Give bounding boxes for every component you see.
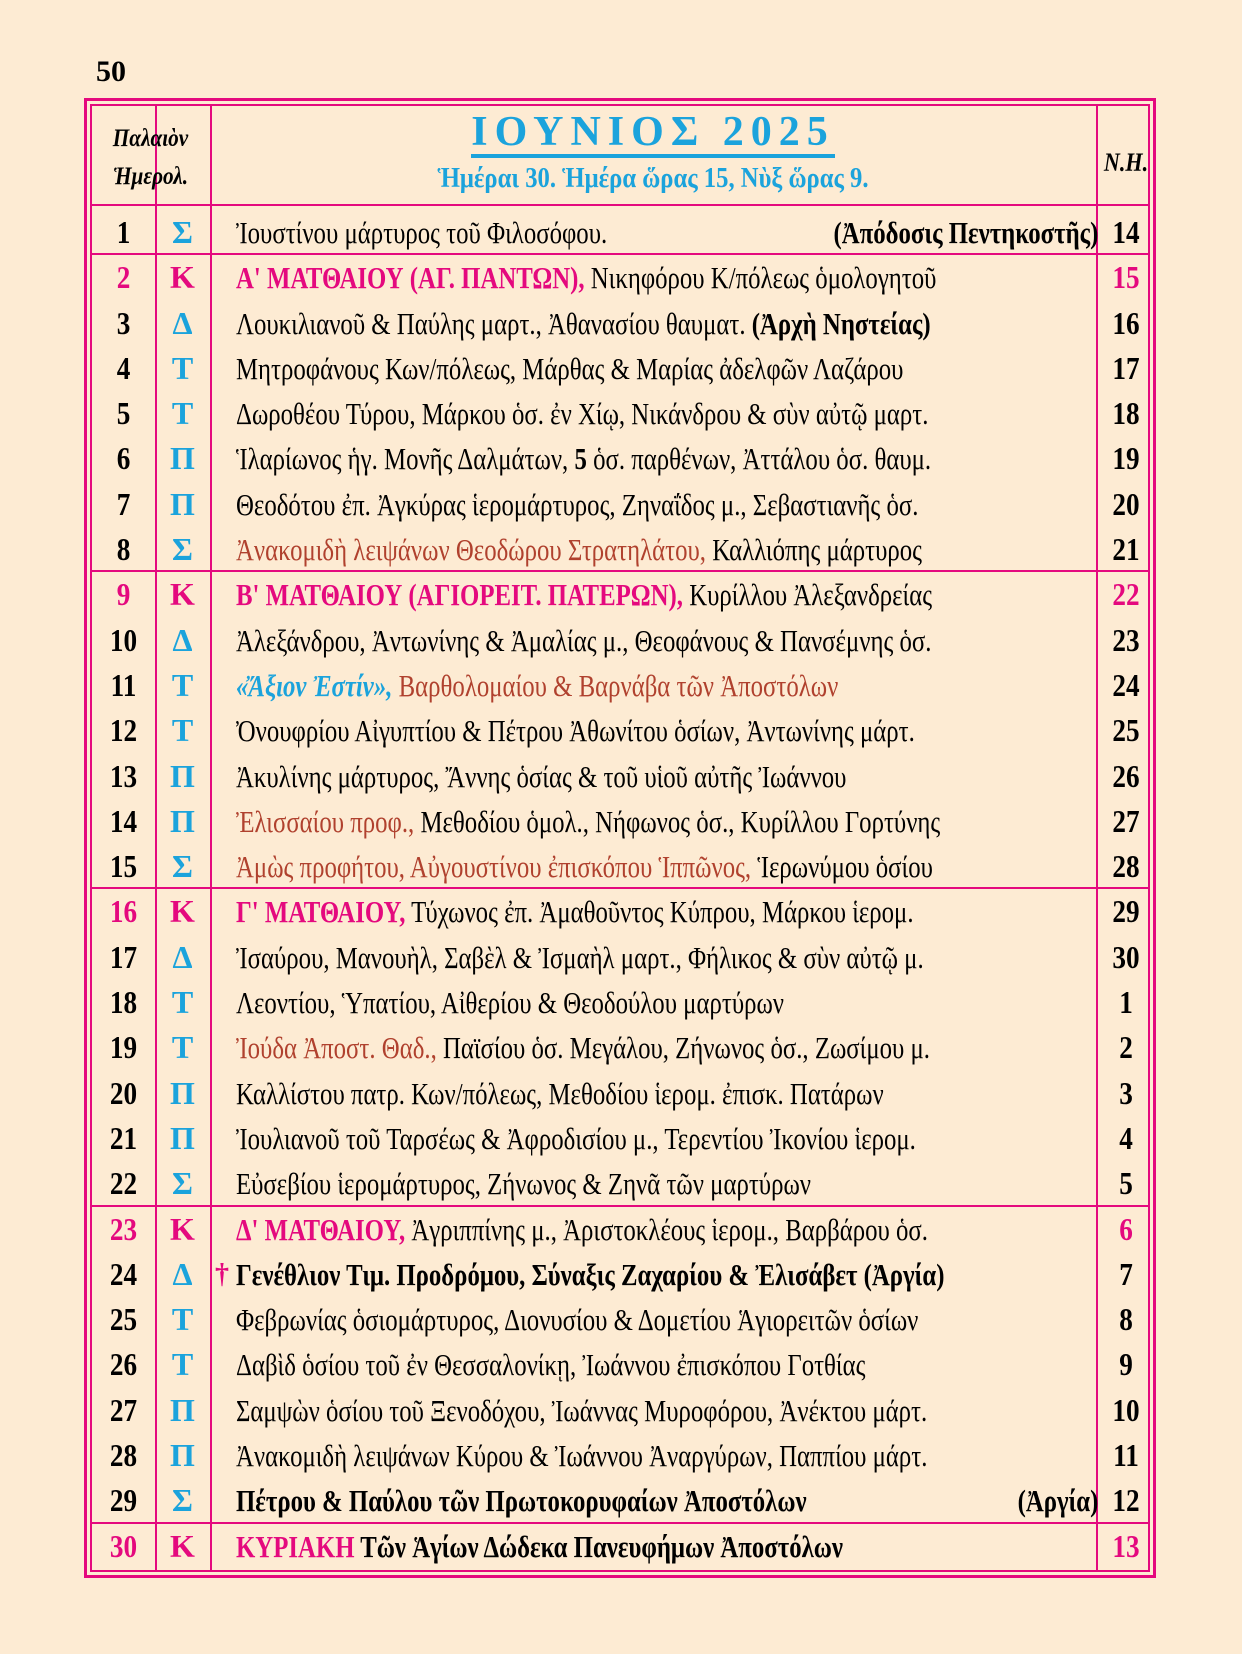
day-number: 16 [109,893,138,930]
calendar-row [92,980,1148,1025]
day-number: 7 [116,485,131,522]
day-number: 2 [116,259,131,296]
calendar-row [92,1025,1148,1070]
calendar-row [92,663,1148,708]
feast-text [212,1524,1098,1569]
weekday-letter: Κ [170,1527,195,1564]
day-number: 15 [109,848,138,885]
calendar-row [92,844,1148,889]
feast-text [212,391,1098,436]
new-calendar-day: 6 [1119,1210,1133,1247]
calendar-row [92,1116,1148,1161]
day-number: 9 [116,576,131,613]
feast-text [212,980,1098,1025]
calendar-rows [92,210,1148,1569]
feast-note: (Ἀργία) [1017,1483,1099,1519]
feast-text [212,436,1098,481]
new-calendar-day: 25 [1112,712,1140,749]
calendar-row [92,1071,1148,1116]
new-calendar-day: 13 [1112,1527,1140,1564]
feast-text-part: Φεβρωνίας ὁσιομάρτυρος, Διονυσίου & Δομετίου Ἁγιορειτῶν ὁσίων [236,1302,919,1338]
weekday-letter: Κ [170,259,195,296]
feast-text-part: ὁσ. παρθένων, Ἀττάλου ὁσ. θαυμ. [586,441,932,477]
old-calendar-label [101,120,200,196]
day-number: 22 [109,1165,138,1202]
weekday-letter: Σ [172,1482,193,1519]
feast-text [212,527,1098,572]
feast-text-part: Ἀνακομιδὴ λειψάνων Θεοδώρου Στρατηλάτου, [236,532,706,568]
feast-text-part: Ἀμὼς προφήτου, Αὐγουστίνου ἐπισκόπου Ἱππῶνος, [236,849,752,885]
new-calendar-day: 28 [1112,848,1140,885]
new-calendar-day: 18 [1112,395,1140,432]
feast-text-part: Γενέθλιον Τιμ. Προδρόμου, Σύναξις Ζαχαρίου & Ἐλισάβετ (Ἀργία) [236,1256,945,1292]
weekday-letter: Π [170,1437,195,1474]
day-number: 6 [116,440,131,477]
feast-text-part: 5 [574,441,587,477]
weekday-letter: Π [170,1074,195,1111]
feast-text-part: Δωροθέου Τύρου, Μάρκου ὁσ. ἐν Χίῳ, Νικάνδρου & σὺν αὐτῷ μαρτ. [236,396,929,432]
new-calendar-day: 8 [1119,1301,1133,1338]
new-calendar-day: 14 [1112,214,1140,250]
day-number: 4 [116,349,131,386]
new-calendar-day: 16 [1112,304,1140,341]
old-calendar-label-line2: Ἡμερολ. [112,163,189,190]
month-title-text: ΙΟΥΝΙΟΣ 2025 [471,110,835,158]
feast-text-part: Ἱλαρίωνος ἡγ. Μονῆς Δαλμάτων, [236,441,575,477]
feast-text-part: Ὀνουφρίου Αἰγυπτίου & Πέτρου Ἀθωνίτου ὁσίων, Ἀντωνίνης μάρτ. [236,713,915,749]
weekday-letter: Σ [172,848,193,885]
new-calendar-day: 29 [1112,893,1140,930]
feast-text-part: Ἰσαύρου, Μανουὴλ, Σαβὲλ & Ἰσμαὴλ μαρτ., Φήλικος & σὺν αὐτῷ μ. [236,939,924,975]
calendar-row [92,889,1148,934]
day-number: 24 [109,1255,138,1292]
feast-text-part: Δ' ΜΑΤΘΑΙΟΥ, [236,1211,406,1247]
new-calendar-day: 23 [1112,621,1140,658]
day-number: 8 [116,531,131,568]
new-calendar-day: 19 [1112,440,1140,477]
feast-text [212,1478,1098,1523]
new-calendar-day: 22 [1112,576,1140,613]
new-calendar-day: 10 [1112,1391,1140,1428]
weekday-letter: Π [170,757,195,794]
calendar-row [92,799,1148,844]
calendar-row [92,1252,1148,1297]
feast-text-part: Πέτρου & Παύλου τῶν Πρωτοκορυφαίων Ἀποστόλων [236,1483,807,1519]
month-title [210,108,1096,158]
calendar-row [92,1478,1148,1523]
calendar-row [92,1207,1148,1252]
day-number: 17 [109,938,138,975]
day-number: 26 [109,1346,138,1383]
calendar-row [92,1297,1148,1342]
old-calendar-label-line1: Παλαιὸν [112,125,189,152]
new-calendar-day: 4 [1119,1119,1133,1156]
calendar-row [92,1433,1148,1478]
feast-text-part: Ἰουλιανοῦ τοῦ Ταρσέως & Ἀφροδισίου μ., Τερεντίου Ἰκονίου ἱερομ. [236,1120,916,1156]
feast-text [212,1433,1098,1478]
feast-text [212,799,1098,844]
feast-text-part: Καλλιόπης μάρτυρος [705,532,923,568]
day-number: 14 [109,802,138,839]
day-number: 21 [109,1119,138,1156]
day-number: 3 [116,304,131,341]
calendar-row [92,255,1148,300]
weekday-letter: Σ [172,214,193,250]
weekday-letter: Κ [170,1210,195,1247]
weekday-letter: Π [170,440,195,477]
weekday-letter: Π [170,1391,195,1428]
feast-text-part: Μητροφάνους Κων/πόλεως, Μάρθας & Μαρίας ἀδελφῶν Λαζάρου [236,350,904,386]
new-calendar-day: 24 [1112,666,1140,703]
feast-text-part: Λεοντίου, Ὑπατίου, Αἰθερίου & Θεοδούλου μαρτύρων [236,985,785,1021]
calendar-row [92,1524,1148,1569]
calendar-row [92,1342,1148,1387]
feast-text-part: ΚΥΡΙΑΚΗ [236,1528,355,1564]
feast-text-part: Σαμψὼν ὁσίου τοῦ Ξενοδόχου, Ἰωάννας Μυροφόρου, Ἀνέκτου μάρτ. [236,1392,928,1428]
feast-text-part: Ἀλεξάνδρου, Ἀντωνίνης & Ἀμαλίας μ., Θεοφάνους & Πανσέμνης ὁσ. [236,622,932,658]
weekday-letter: Τ [171,666,194,703]
feast-text [212,935,1098,980]
month-subtitle: Ἡμέραι 30. Ἡμέρα ὥρας 15, Νὺξ ὥρας 9. [437,162,869,194]
day-number: 28 [109,1437,138,1474]
day-number: 30 [109,1527,138,1564]
feast-text [212,482,1098,527]
feast-text [212,301,1098,346]
feast-text [212,1161,1098,1206]
feast-text [212,663,1098,708]
feast-text [212,1342,1098,1387]
feast-text-part: Λουκιλιανοῦ & Παύλης μαρτ., Ἀθανασίου θαυματ. [236,305,752,341]
calendar-row [92,708,1148,753]
calendar-row [92,572,1148,617]
new-calendar-day: 30 [1112,938,1140,975]
feast-text-part: Ἀνακομιδὴ λειψάνων Κύρου & Ἰωάννου Ἀναργύρων, Παππίου μάρτ. [236,1438,928,1474]
feast-text [212,618,1098,663]
calendar-row [92,391,1148,436]
feast-text [212,255,1098,300]
day-number: 10 [109,621,138,658]
feast-text-part: Μεθοδίου ὁμολ., Νήφωνος ὁσ., Κυρίλλου Γορτύνης [414,803,941,839]
calendar-row [92,935,1148,980]
new-calendar-day: 1 [1119,984,1133,1021]
feast-text-part: Ἀγριππίνης μ., Ἀριστοκλέους ἱερομ., Βαρβάρου ὁσ. [405,1211,928,1247]
new-calendar-day: 20 [1112,485,1140,522]
weekday-letter: Τ [171,1346,194,1383]
day-number: 5 [116,395,131,432]
feast-text-part: Τύχωνος ἐπ. Ἀμαθοῦντος Κύπρου, Μάρκου ἱερομ. [405,894,914,930]
feast-text-part: Καλλίστου πατρ. Κων/πόλεως, Μεθοδίου ἱερομ. ἐπισκ. Πατάρων [236,1075,884,1111]
feast-text [212,754,1098,799]
calendar-row [92,346,1148,391]
new-calendar-day: 7 [1119,1255,1133,1292]
feast-text-part: Β' ΜΑΤΘΑΙΟΥ (ΑΓΙΟΡΕΙΤ. ΠΑΤΕΡΩΝ), [236,577,684,613]
feast-text [212,1297,1098,1342]
feast-text-part: Τῶν Ἁγίων Δώδεκα Πανευφήμων Ἀποστόλων [354,1528,843,1564]
new-calendar-day: 3 [1119,1074,1133,1111]
day-number: 18 [109,984,138,1021]
weekday-letter: Τ [171,1029,194,1066]
feast-text [212,708,1098,753]
calendar-row [92,618,1148,663]
calendar-header [92,106,1148,206]
weekday-letter: Κ [170,576,195,613]
weekday-letter: Τ [171,984,194,1021]
weekday-letter: Δ [172,938,193,975]
calendar-row [92,1161,1148,1206]
feast-text-part: «Ἄξιον Ἐστίν», [236,667,393,703]
day-number: 11 [110,666,137,703]
weekday-letter: Τ [171,349,194,386]
weekday-letter: Τ [171,1301,194,1338]
day-number: 25 [109,1301,138,1338]
feast-text [212,1025,1098,1070]
new-calendar-day: 21 [1112,531,1140,568]
feast-text-part: Ἐλισσαίου προφ., [236,803,415,839]
calendar-row [92,436,1148,481]
day-number: 29 [109,1482,138,1519]
calendar-table [90,104,1150,1572]
feast-text-part: Παϊσίου ὁσ. Μεγάλου, Ζήνωνος ὁσ., Ζωσίμου μ. [436,1030,931,1066]
new-calendar-day: 15 [1112,259,1140,296]
cross-icon: † [215,1258,229,1290]
calendar-row [92,210,1148,255]
feast-text [212,1388,1098,1433]
weekday-letter: Π [170,485,195,522]
weekday-letter: Σ [172,1165,193,1202]
feast-text [212,346,1098,391]
feast-text-part: Εὐσεβίου ἱερομάρτυρος, Ζήνωνος & Ζηνᾶ τῶν μαρτύρων [236,1166,811,1202]
feast-text-part: Δαβὶδ ὁσίου τοῦ ἐν Θεσσαλονίκῃ, Ἰωάννου ἐπισκόπου Γοτθίας [236,1347,866,1383]
calendar-row [92,301,1148,346]
page-number: 50 [96,55,126,88]
feast-text [212,889,1098,934]
new-calendar-day: 2 [1119,1029,1133,1066]
feast-text [212,1207,1098,1252]
day-number: 12 [109,712,138,749]
day-number: 19 [109,1029,138,1066]
new-calendar-day: 17 [1112,349,1140,386]
feast-text-part: Α' ΜΑΤΘΑΙΟΥ (ΑΓ. ΠΑΝΤΩΝ), [236,260,585,296]
feast-text [212,844,1098,889]
feast-text-part: Ἰουστίνου μάρτυρος τοῦ Φιλοσόφου. [236,215,608,250]
calendar-row [92,482,1148,527]
calendar-frame [84,98,1156,1578]
feast-text-part: Βαρθολομαίου & Βαρνάβα τῶν Ἀποστόλων [392,667,839,703]
weekday-letter: Δ [172,1255,193,1292]
day-number: 20 [109,1074,138,1111]
feast-text-part: Γ' ΜΑΤΘΑΙΟΥ, [236,894,406,930]
weekday-letter: Δ [172,304,193,341]
weekday-letter: Σ [172,531,193,568]
weekday-letter: Π [170,802,195,839]
feast-text-part: Ἰούδα Ἀποστ. Θαδ., [236,1030,437,1066]
new-calendar-day: 27 [1112,802,1140,839]
feast-text [212,1071,1098,1116]
new-calendar-day: 12 [1112,1482,1140,1519]
feast-text [212,572,1098,617]
feast-text-part: Θεοδότου ἐπ. Ἀγκύρας ἱερομάρτυρος, Ζηναΐδος μ., Σεβαστιανῆς ὁσ. [236,486,919,522]
weekday-letter: Π [170,1119,195,1156]
day-number: 1 [116,214,131,250]
weekday-letter: Τ [171,395,194,432]
calendar-row [92,527,1148,572]
feast-text-part: Ἀκυλίνης μάρτυρος, Ἄννης ὁσίας & τοῦ υἱοῦ αὐτῆς Ἰωάννου [236,758,847,794]
day-number: 13 [109,757,138,794]
feast-text-part: Νικηφόρου Κ/πόλεως ὁμολογητοῦ [584,260,937,296]
feast-text-part: Ἱερωνύμου ὁσίου [751,849,933,885]
calendar-row [92,1388,1148,1433]
new-calendar-day: 9 [1119,1346,1133,1383]
feast-text [212,1252,1098,1297]
day-number: 23 [109,1210,138,1247]
calendar-row [92,754,1148,799]
weekday-letter: Τ [171,712,194,749]
day-number: 27 [109,1391,138,1428]
new-calendar-day: 5 [1119,1165,1133,1202]
weekday-letter: Κ [170,893,195,930]
feast-note: (Ἀπόδοσις Πεντηκοστῆς) [833,215,1099,250]
feast-text-part: (Ἀρχὴ Νηστείας) [751,305,931,341]
new-calendar-label: Ν.Η. [1103,148,1149,177]
feast-text [212,1116,1098,1161]
weekday-letter: Δ [172,621,193,658]
feast-text [212,210,1098,255]
feast-text-part: Κυρίλλου Ἀλεξανδρείας [683,577,933,613]
new-calendar-day: 26 [1112,757,1140,794]
new-calendar-day: 11 [1113,1437,1139,1474]
